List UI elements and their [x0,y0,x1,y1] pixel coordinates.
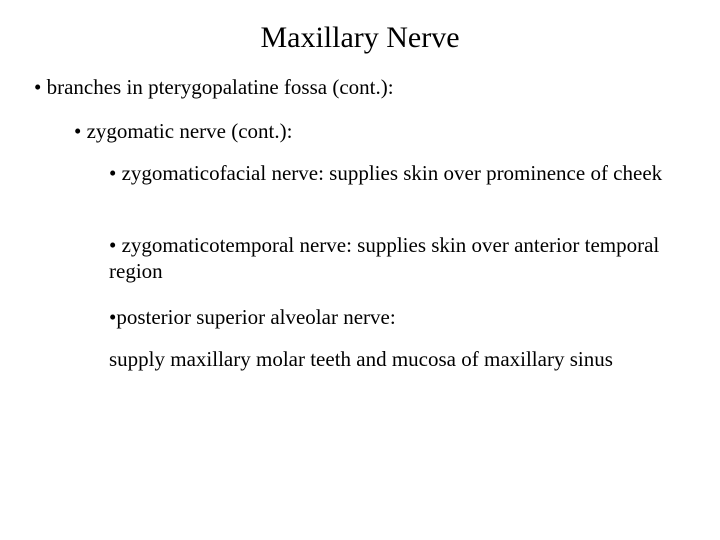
bullet-level3-posterior-superior-alveolar: •posterior superior alveolar nerve: [109,305,396,329]
slide-title: Maxillary Nerve [260,21,460,54]
bullet-level3-description: supply maxillary molar teeth and mucosa of maxillary sinus [109,347,613,371]
bullet-level2: • zygomatic nerve (cont.): [74,119,293,143]
bullet-level3-zygomaticotemporal: • zygomaticotemporal nerve: supplies skin over anterior temporal region [109,233,660,283]
bullet-level3-zygomaticofacial: • zygomaticofacial nerve: supplies skin over prominence of cheek [109,161,663,185]
bullet-level1: • branches in pterygopalatine fossa (cont.): [34,75,394,99]
